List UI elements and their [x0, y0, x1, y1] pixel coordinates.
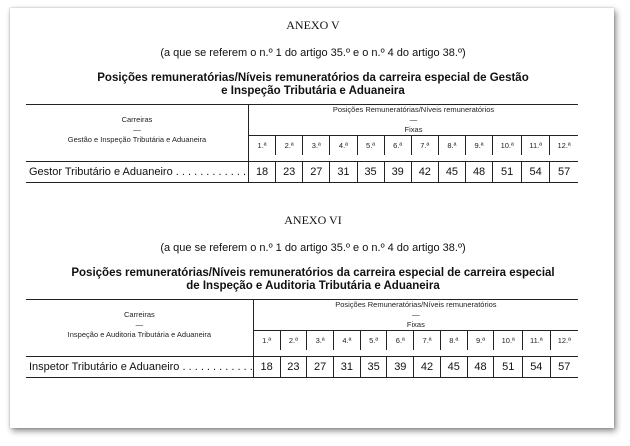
- position-number: 5.ª: [360, 331, 387, 351]
- annex-vi: [26, 213, 600, 378]
- annex-heading: [26, 72, 600, 98]
- carreiras-label: Carreiras: [121, 115, 153, 124]
- annex-v: [26, 18, 600, 183]
- position-number: 2.ª: [280, 331, 307, 351]
- value-cell: 18: [253, 357, 280, 378]
- position-number: 9.ª: [467, 331, 494, 351]
- value-cell: 23: [276, 162, 303, 183]
- carreiras-dash: —: [135, 320, 144, 329]
- position-number: 12.ª: [550, 136, 578, 156]
- value-cell: 48: [466, 162, 493, 183]
- value-cell: 42: [414, 357, 441, 378]
- annex-heading-line2: e Inspeção Tributária e Aduaneira: [221, 85, 405, 97]
- fixas-label: Fixas: [404, 125, 423, 134]
- position-number: 6.ª: [387, 331, 414, 351]
- position-number: 9.ª: [466, 136, 493, 156]
- carreiras-label: Carreiras: [123, 310, 155, 319]
- positions-label: Posições Remuneratórias/Níveis remuneratórios: [335, 300, 497, 309]
- remuneration-table: [26, 104, 578, 183]
- position-number: 12.ª: [550, 331, 578, 351]
- value-cell: 18: [249, 162, 276, 183]
- value-cell: 51: [494, 357, 523, 378]
- value-cell: 51: [493, 162, 522, 183]
- value-cell: 27: [307, 357, 334, 378]
- position-number: 10.ª: [493, 136, 522, 156]
- position-number: 11.ª: [523, 331, 551, 351]
- position-number: 1.ª: [249, 136, 276, 156]
- positions-header-cell: [249, 105, 579, 136]
- value-cell: 45: [440, 357, 467, 378]
- annex-heading-line1: Posições remuneratórias/Níveis remuneratórios da carreira especial de Gestão: [97, 72, 529, 84]
- table-row: [26, 162, 578, 183]
- positions-header-cell: [253, 300, 578, 331]
- table-row: [26, 357, 578, 378]
- position-number: 10.ª: [494, 331, 523, 351]
- positions-dash: —: [412, 310, 420, 319]
- position-number: 7.ª: [414, 331, 441, 351]
- position-number: 8.ª: [438, 136, 465, 156]
- position-number: 5.ª: [357, 136, 384, 156]
- value-cell: 31: [333, 357, 360, 378]
- row-label: Gestor Tributário e Aduaneiro . . . . . . . . . . . .: [26, 162, 249, 183]
- remuneration-table: [26, 299, 578, 378]
- carreira-name: Gestão e Inspeção Tributária e Aduaneira: [67, 135, 207, 144]
- annex-title: ANEXO VI: [284, 213, 342, 227]
- annex-reference: (a que se referem o n.º 1 do artigo 35.º e o n.º 4 do artigo 38.º): [160, 242, 466, 254]
- annex-heading-line2: de Inspeção e Auditoria Tributária e Aduaneira: [186, 280, 440, 292]
- annex-title: ANEXO V: [286, 18, 340, 32]
- annex-reference: (a que se referem o n.º 1 do artigo 35.º e o n.º 4 do artigo 38.º): [160, 47, 466, 59]
- fixas-label: Fixas: [406, 320, 425, 329]
- position-number: 1.ª: [253, 331, 280, 351]
- position-number: 8.ª: [440, 331, 467, 351]
- position-number: 6.ª: [384, 136, 411, 156]
- value-cell: 57: [550, 162, 578, 183]
- value-cell: 27: [303, 162, 330, 183]
- position-number: 4.ª: [333, 331, 360, 351]
- position-number: 3.ª: [307, 331, 334, 351]
- carreiras-dash: —: [133, 125, 141, 134]
- position-number: 7.ª: [411, 136, 438, 156]
- value-cell: 42: [411, 162, 438, 183]
- position-number: 3.ª: [303, 136, 330, 156]
- value-cell: 45: [438, 162, 465, 183]
- value-cell: 39: [387, 357, 414, 378]
- carreira-name: Inspeção e Auditoria Tributária e Aduaneira: [67, 330, 212, 339]
- positions-dash: —: [409, 115, 418, 124]
- row-label: Inspetor Tributário e Aduaneiro . . . . . . . . . . . .: [26, 357, 253, 378]
- value-cell: 57: [550, 357, 578, 378]
- position-number: 4.ª: [330, 136, 357, 156]
- carreiras-header-cell: [26, 105, 249, 156]
- value-cell: 54: [522, 162, 550, 183]
- value-cell: 54: [523, 357, 551, 378]
- annex-heading: [26, 267, 600, 293]
- position-number: 11.ª: [522, 136, 550, 156]
- document-page: [10, 8, 614, 428]
- position-number: 2.ª: [276, 136, 303, 156]
- value-cell: 48: [467, 357, 494, 378]
- value-cell: 35: [360, 357, 387, 378]
- positions-label: Posições Remuneratórias/Níveis remuneratórios: [332, 105, 495, 114]
- annex-heading-line1: Posições remuneratórias/Níveis remuneratórios da carreira especial de carreira especial: [71, 267, 555, 279]
- value-cell: 31: [330, 162, 357, 183]
- value-cell: 23: [280, 357, 307, 378]
- carreiras-header-cell: [26, 300, 253, 351]
- value-cell: 39: [384, 162, 411, 183]
- value-cell: 35: [357, 162, 384, 183]
